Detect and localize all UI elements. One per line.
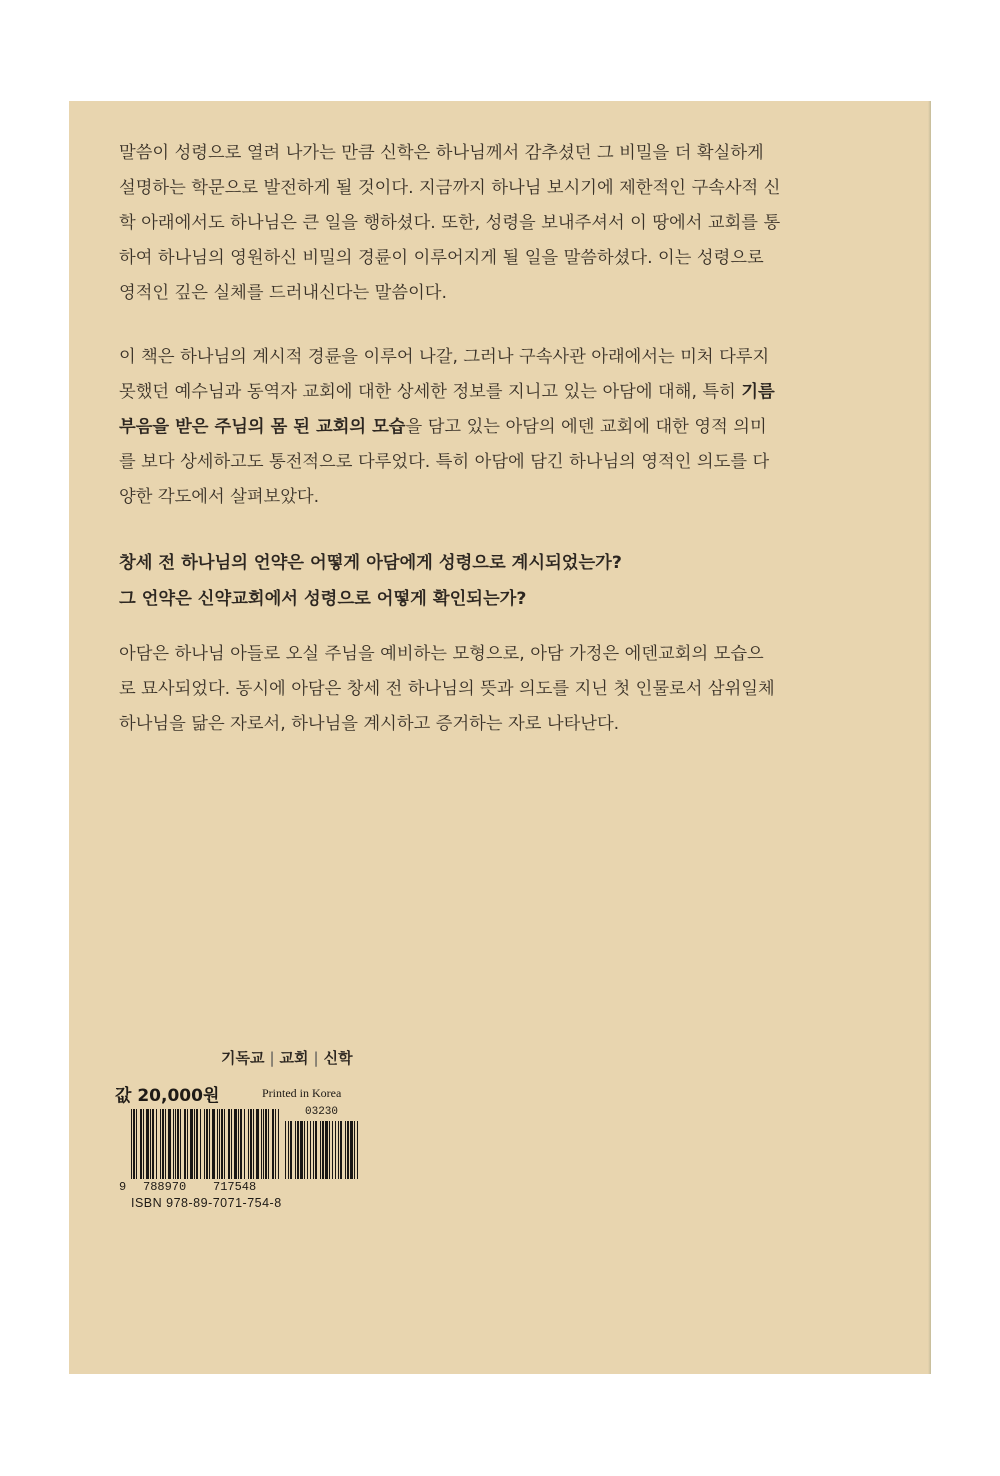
text-line	[119, 375, 775, 410]
text-span: 을 담고 있는 아담의 에덴 교회에 대한 영적 의미	[405, 417, 767, 437]
isbn-barcode	[131, 1109, 279, 1179]
isbn-number: ISBN 978-89-7071-754-8	[131, 1196, 282, 1210]
text-line: 영적인 깊은 실체를 드러내신다는 말씀이다.	[119, 283, 447, 303]
text-line: 학 아래에서도 하나님은 큰 일을 행하셨다. 또한, 성령을 보내주셔서 이 땅에서 교회를 통	[119, 213, 781, 233]
summary-paragraph	[119, 637, 775, 742]
text-line: 양한 각도에서 살펴보았다.	[119, 487, 320, 507]
text-line: 아담은 하나님 아들로 오실 주님을 예비하는 모형으로, 아담 가정은 에덴교회의 모습으	[119, 644, 764, 664]
ean-right-digits: 717548	[213, 1180, 257, 1194]
category-item: 기독교	[221, 1049, 265, 1067]
text-line: 를 보다 상세하고도 통전적으로 다루었다. 특히 아담에 담긴 하나님의 영적인 의도를 다	[119, 452, 770, 472]
price-label: 값 20,000원	[115, 1086, 220, 1106]
text-line: 로 묘사되었다. 동시에 아담은 창세 전 하나님의 뜻과 의도를 지닌 첫 인물로서 삼위일체	[119, 679, 775, 699]
text-line: 하나님을 닮은 자로서, 하나님을 계시하고 증거하는 자로 나타난다.	[119, 714, 620, 734]
bold-text-span: 부음을 받은 주님의 몸 된 교회의 모습	[119, 417, 406, 437]
category-separator: |	[313, 1049, 319, 1067]
printed-in-label: Printed in Korea	[262, 1086, 342, 1100]
text-line	[119, 410, 767, 445]
key-questions	[119, 545, 749, 617]
category-separator: |	[269, 1049, 275, 1067]
category-item: 신학	[323, 1049, 353, 1067]
text-line: 이 책은 하나님의 계시적 경륜을 이루어 나갈, 그러나 구속사관 아래에서는 미처 다루지	[119, 347, 770, 367]
text-line: 하여 하나님의 영원하신 비밀의 경륜이 이루어지게 될 일을 말씀하셨다. 이는 성령으로	[119, 248, 764, 268]
book-description-paragraph	[119, 340, 775, 515]
addon-barcode	[285, 1121, 359, 1179]
text-span: 못했던 예수님과 동역자 교회에 대한 상세한 정보를 지니고 있는 아담에 대해, 특히	[119, 382, 742, 402]
question-line: 창세 전 하나님의 언약은 어떻게 아담에게 성령으로 계시되었는가?	[119, 553, 622, 573]
cover-edge-shadow	[928, 101, 931, 1374]
ean-left-digits: 788970	[143, 1180, 187, 1194]
intro-paragraph	[119, 136, 781, 311]
ean-first-digit: 9	[119, 1180, 127, 1194]
category-item: 교회	[279, 1049, 309, 1067]
text-line: 설명하는 학문으로 발전하게 될 것이다. 지금까지 하나님 보시기에 제한적인 구속사적 신	[119, 178, 781, 198]
category-label	[221, 1047, 353, 1068]
addon-code: 03230	[305, 1106, 339, 1118]
question-line: 그 언약은 신약교회에서 성령으로 어떻게 확인되는가?	[119, 589, 527, 609]
bold-text-span: 기름	[741, 382, 775, 402]
barcode-digits	[119, 1180, 319, 1194]
text-line: 말씀이 성령으로 열려 나가는 만큼 신학은 하나님께서 감추셨던 그 비밀을 더 확실하게	[119, 143, 764, 163]
